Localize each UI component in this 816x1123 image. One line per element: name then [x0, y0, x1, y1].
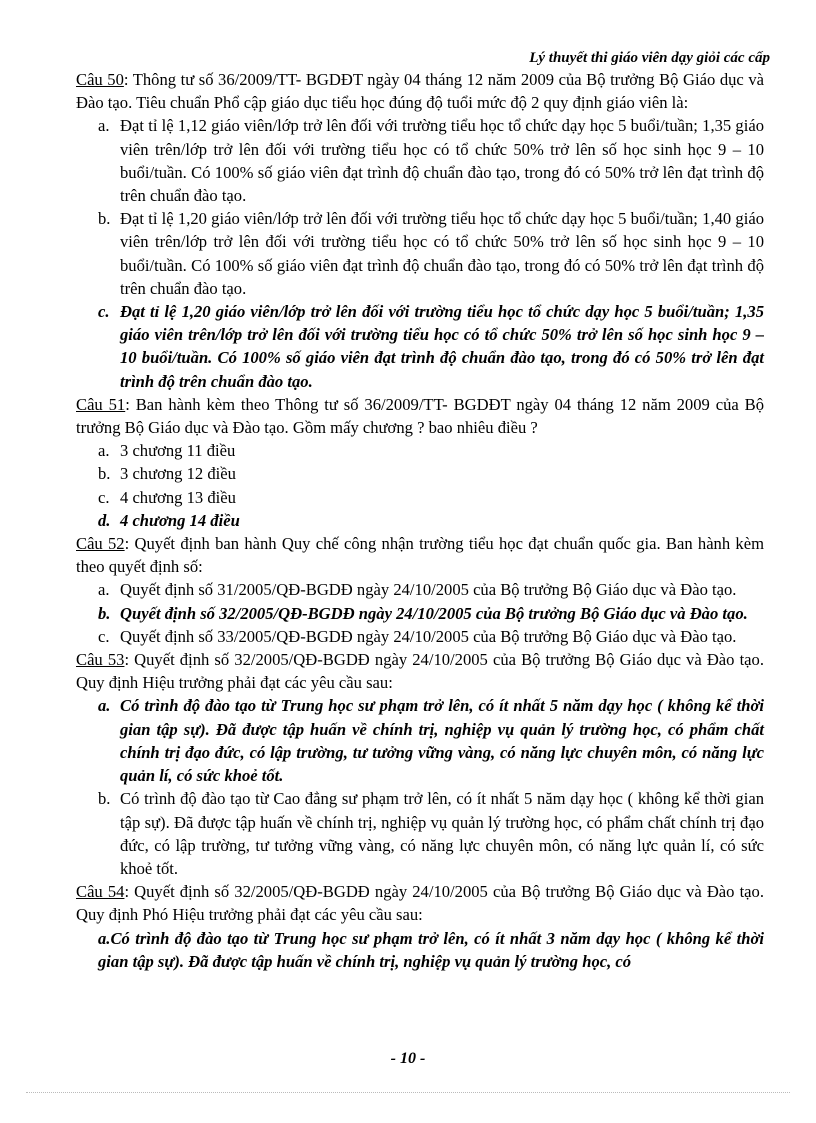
answer-option	[76, 578, 764, 601]
option-letter: b.	[98, 209, 111, 229]
option-letter: b.	[98, 603, 111, 623]
correct-answer-option	[76, 602, 764, 625]
correct-answer-option	[76, 927, 764, 973]
option-text: Đạt tỉ lệ 1,20 giáo viên/lớp trở lên đối với trường tiểu học tổ chức dạy học 5 buổi/tuần; 1,40 giáo viên trên/lớp trở lên đối với trường tiểu học có tổ chức 50% trở lên số học sinh học 9 – 10 buổi/tuần. Có 100% số giáo viên đạt trình độ chuẩn đào tạo, trong đó có 50% trở lên đạt trình độ trên chuẩn đào tạo.	[120, 209, 764, 298]
question-text: : Thông tư số 36/2009/TT- BGDĐT ngày 04 tháng 12 năm 2009 của Bộ trưởng Bộ Giáo dục và Đào tạo. Tiêu chuẩn Phổ cập giáo dục tiểu học đúng độ tuổi mức độ 2 quy định giáo viên là:	[76, 70, 764, 113]
option-text: Quyết định số 32/2005/QĐ-BGDĐ ngày 24/10/2005 của Bộ trưởng Bộ Giáo dục và Đào tạo.	[120, 603, 748, 623]
option-letter: c.	[98, 487, 110, 507]
answer-options	[76, 578, 764, 648]
option-letter: b.	[98, 464, 111, 484]
correct-answer-option	[76, 509, 764, 532]
option-text: Đạt tỉ lệ 1,12 giáo viên/lớp trở lên đối với trường tiểu học tổ chức dạy học 5 buổi/tuần; 1,35 giáo viên trên/lớp trở lên đối với trường tiểu học có tổ chức 50% trở lên số học sinh học 9 – 10 buổi/tuần. Có 100% số giáo viên đạt trình độ chuẩn đào tạo, trong đó có 50% trở lên đạt trình độ trên chuẩn đào tạo.	[120, 116, 764, 206]
option-text: 3 chương 11 điều	[120, 441, 236, 461]
document-body	[76, 68, 764, 973]
option-letter: c.	[98, 626, 110, 646]
answer-option	[76, 625, 764, 648]
question-text: : Quyết định số 32/2005/QĐ-BGDĐ ngày 24/10/2005 của Bộ trưởng Bộ Giáo dục và Đào tạo. Quy định Hiệu trưởng phải đạt các yêu cầu sau:	[76, 650, 764, 693]
question-label: Câu 53	[76, 650, 125, 670]
question-text: : Quyết định ban hành Quy chế công nhận trường tiểu học đạt chuẩn quốc gia. Ban hành kèm theo quyết định số:	[76, 534, 764, 577]
answer-option	[76, 787, 764, 880]
question-52	[76, 532, 764, 578]
answer-options	[76, 439, 764, 532]
answer-options	[76, 114, 764, 392]
option-text: Quyết định số 33/2005/QĐ-BGDĐ ngày 24/10/2005 của Bộ trưởng Bộ Giáo dục và Đào tạo.	[120, 626, 737, 646]
option-text: Có trình độ đào tạo từ Trung học sư phạm trở lên, có ít nhất 3 năm dạy học ( không kể thời gian tập sự). Đã được tập huấn về chính trị, nghiệp vụ quản lý trường học, có	[98, 928, 764, 971]
answer-option	[76, 207, 764, 300]
correct-answer-option	[76, 694, 764, 787]
question-53	[76, 648, 764, 694]
option-letter: c.	[98, 302, 110, 322]
option-text: 4 chương 13 điều	[120, 487, 236, 507]
option-letter: a.	[98, 580, 110, 600]
running-header: Lý thuyết thi giáo viên dạy giỏi các cấp	[529, 50, 770, 66]
page-number: - 10 -	[390, 1050, 426, 1067]
answer-options	[76, 927, 764, 973]
page-bottom-divider	[26, 1092, 790, 1093]
option-text: Có trình độ đào tạo từ Trung học sư phạm trở lên, có ít nhất 5 năm dạy học ( không kể thời gian tập sự). Đã được tập huấn về chính trị, nghiệp vụ quản lý trường học, có phẩm chất chính trị đạo đức, có lập trường, tư tưởng vững vàng, có năng lực chuyên môn, có năng lực quản lí, có sức khoẻ tốt.	[120, 696, 764, 786]
option-letter: a.	[98, 116, 110, 136]
option-letter: d.	[98, 510, 111, 530]
option-letter: b.	[98, 789, 111, 809]
answer-option	[76, 486, 764, 509]
option-text: Quyết định số 31/2005/QĐ-BGDĐ ngày 24/10/2005 của Bộ trưởng Bộ Giáo dục và Đào tạo.	[120, 580, 737, 600]
option-letter: a.	[98, 441, 110, 461]
option-text: 3 chương 12 điều	[120, 464, 236, 484]
answer-option	[76, 462, 764, 485]
question-label: Câu 52	[76, 534, 125, 554]
correct-answer-option	[76, 300, 764, 393]
question-label: Câu 51	[76, 394, 126, 414]
question-text: : Quyết định số 32/2005/QĐ-BGDĐ ngày 24/10/2005 của Bộ trưởng Bộ Giáo dục và Đào tạo. Quy định Phó Hiệu trưởng phải đạt các yêu cầu sau:	[76, 882, 764, 925]
answer-options	[76, 694, 764, 880]
option-text: 4 chương 14 điều	[120, 510, 240, 530]
question-54	[76, 880, 764, 926]
option-letter: a.	[98, 928, 111, 948]
question-51	[76, 393, 764, 439]
option-text: Đạt tỉ lệ 1,20 giáo viên/lớp trở lên đối với trường tiểu học tổ chức dạy học 5 buổi/tuần; 1,35 giáo viên trên/lớp trở lên đối với trường tiểu học có tổ chức 50% trở lên số học sinh học 9 – 10 buổi/tuần. Có 100% số giáo viên đạt trình độ chuẩn đào tạo, trong đó có 50% trở lên đạt trình độ trên chuẩn đào tạo.	[120, 302, 764, 391]
question-label: Câu 50	[76, 70, 124, 89]
answer-option	[76, 114, 764, 207]
answer-option	[76, 439, 764, 462]
option-text: Có trình độ đào tạo từ Cao đẳng sư phạm trở lên, có ít nhất 5 năm dạy học ( không kể thời gian tập sự). Đã được tập huấn về chính trị, nghiệp vụ quản lý trường học, có phẩm chất chính trị đạo đức, có lập trường, tư tưởng vững vàng, có năng lực chuyên môn, có năng lực quản lí, có sức khoẻ tốt.	[120, 789, 764, 878]
question-label: Câu 54	[76, 882, 125, 902]
question-text: : Ban hành kèm theo Thông tư số 36/2009/TT- BGDĐT ngày 04 tháng 12 năm 2009 của Bộ trưởng Bộ Giáo dục và Đào tạo. Gồm mấy chương ? bao nhiêu điều ?	[76, 394, 764, 438]
option-letter: a.	[98, 696, 111, 716]
question-50	[76, 68, 764, 114]
